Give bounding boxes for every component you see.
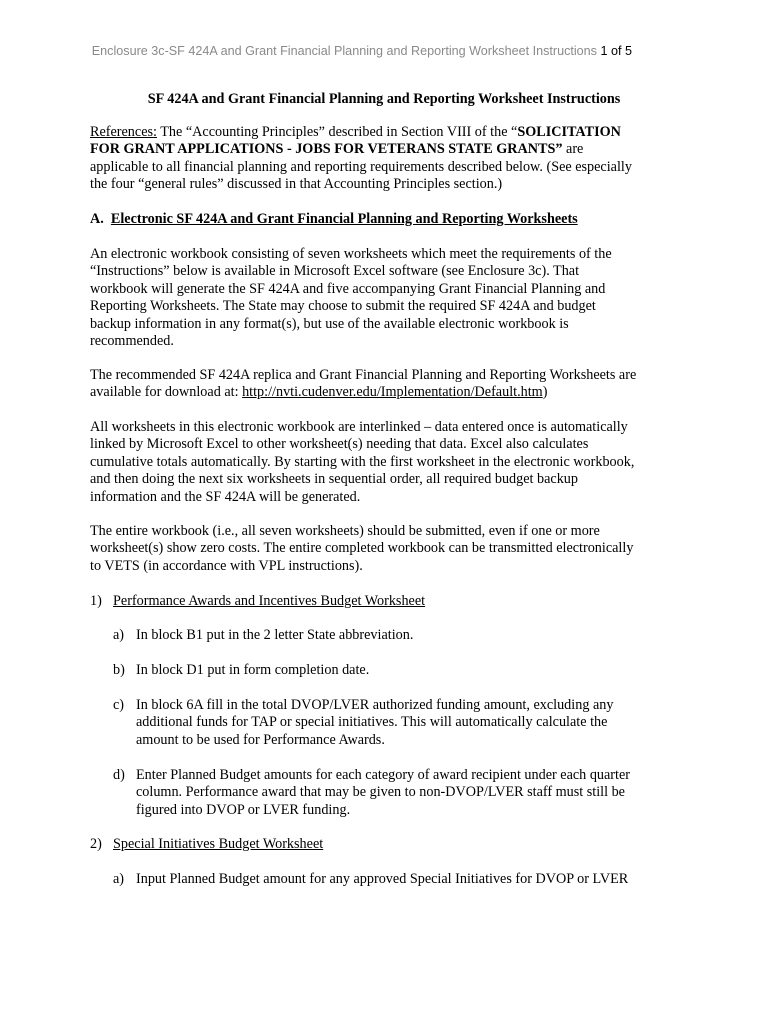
paragraph-line: The entire workbook (i.e., all seven worksheets) should be submitted, even if one or more bbox=[90, 523, 600, 539]
list-number: 2) bbox=[90, 836, 102, 852]
references-text: applicable to all financial planning and reporting requirements described below. (See especially bbox=[90, 158, 632, 175]
item-line: In block D1 put in form completion date. bbox=[136, 662, 370, 678]
paragraph-workbook bbox=[90, 246, 690, 350]
section-letter: A. bbox=[90, 211, 104, 227]
paragraph-submission bbox=[90, 523, 690, 575]
list-item bbox=[136, 871, 628, 888]
item-letter: a) bbox=[113, 871, 125, 887]
paragraph-line: The recommended SF 424A replica and Grant Financial Planning and Reporting Worksheets are bbox=[90, 367, 637, 383]
page-number: 1 of 5 bbox=[600, 44, 632, 58]
item-line: column. Performance award that may be given to non-DVOP/LVER staff must still be bbox=[136, 784, 625, 801]
item-line: Enter Planned Budget amounts for each category of award recipient under each quarter bbox=[136, 767, 630, 783]
list-heading-performance-awards: Performance Awards and Incentives Budget Worksheet bbox=[113, 593, 426, 609]
paragraph-download bbox=[90, 367, 690, 402]
item-line: amount to be used for Performance Awards. bbox=[136, 731, 385, 748]
references-text: the four “general rules” discussed in that Accounting Principles section.) bbox=[90, 176, 503, 193]
list-number: 1) bbox=[90, 593, 102, 609]
item-line: additional funds for TAP or special initiatives. This will automatically calculate the bbox=[136, 714, 608, 731]
paragraph-line: All worksheets in this electronic workbook are interlinked – data entered once is automatically bbox=[90, 419, 628, 435]
section-heading-text: Electronic SF 424A and Grant Financial Planning and Reporting Worksheets bbox=[110, 211, 578, 227]
references-label: References: bbox=[90, 124, 157, 140]
item-letter: c) bbox=[113, 697, 125, 713]
paragraph-line: workbook will generate the SF 424A and five accompanying Grant Financial Planning and bbox=[90, 280, 606, 297]
download-link[interactable]: http://nvti.cudenver.edu/Implementation/Default.htm bbox=[242, 384, 543, 401]
paragraph-line: Reporting Worksheets. The State may choose to submit the required SF 424A and budget bbox=[90, 298, 596, 315]
paragraph-line: available for download at: bbox=[90, 384, 243, 401]
paragraph-line: backup information in any format(s), but use of the available electronic workbook is bbox=[90, 315, 569, 332]
references-text: The “Accounting Principles” described in Section VIII of the “ bbox=[156, 124, 518, 140]
item-line: In block 6A fill in the total DVOP/LVER authorized funding amount, excluding any bbox=[136, 697, 614, 713]
item-line: figured into DVOP or LVER funding. bbox=[136, 801, 351, 818]
paragraph-line: to VETS (in accordance with VPL instructions). bbox=[90, 557, 363, 574]
item-letter: d) bbox=[113, 767, 125, 783]
paragraph-line: linked by Microsoft Excel to other worksheet(s) needing that data. Excel also calculates bbox=[90, 436, 589, 453]
list-item bbox=[136, 767, 630, 819]
item-line: Input Planned Budget amount for any approved Special Initiatives for DVOP or LVER bbox=[136, 871, 629, 887]
page-header bbox=[0, 44, 632, 58]
paragraph-line: “Instructions” below is available in Microsoft Excel software (see Enclosure 3c). That bbox=[90, 263, 580, 280]
list-heading-special-initiatives: Special Initiatives Budget Worksheet bbox=[113, 836, 324, 852]
paragraph-line: recommended. bbox=[90, 333, 174, 350]
list-item bbox=[136, 627, 413, 644]
list-item bbox=[136, 697, 613, 749]
section-a-heading bbox=[90, 211, 690, 228]
references-text: are bbox=[562, 141, 584, 158]
document-title: SF 424A and Grant Financial Planning and Reporting Worksheet Instructions bbox=[147, 91, 621, 107]
paragraph-line: and then doing the next six worksheets in sequential order, all required budget backup bbox=[90, 471, 578, 488]
paragraph-line: ) bbox=[542, 384, 548, 401]
references-paragraph bbox=[90, 124, 690, 194]
item-letter: a) bbox=[113, 627, 125, 643]
item-line: In block B1 put in the 2 letter State abbreviation. bbox=[136, 627, 414, 643]
solicitation-title: SOLICITATION bbox=[517, 124, 621, 140]
paragraph-line: worksheet(s) show zero costs. The entire completed workbook can be transmitted electronically bbox=[90, 540, 634, 557]
list-item bbox=[136, 662, 369, 679]
item-letter: b) bbox=[113, 662, 125, 678]
paragraph-line: An electronic workbook consisting of seven worksheets which meet the requirements of the bbox=[90, 246, 612, 262]
paragraph-line: information and the SF 424A will be generated. bbox=[90, 488, 361, 505]
header-text: Enclosure 3c-SF 424A and Grant Financial Planning and Reporting Worksheet Instructions bbox=[91, 44, 597, 58]
solicitation-title-cont: FOR GRANT APPLICATIONS - JOBS FOR VETERANS STATE GRANTS” bbox=[90, 141, 563, 158]
paragraph-line: cumulative totals automatically. By starting with the first worksheet in the electronic workbook, bbox=[90, 453, 635, 470]
paragraph-interlinked bbox=[90, 419, 690, 506]
